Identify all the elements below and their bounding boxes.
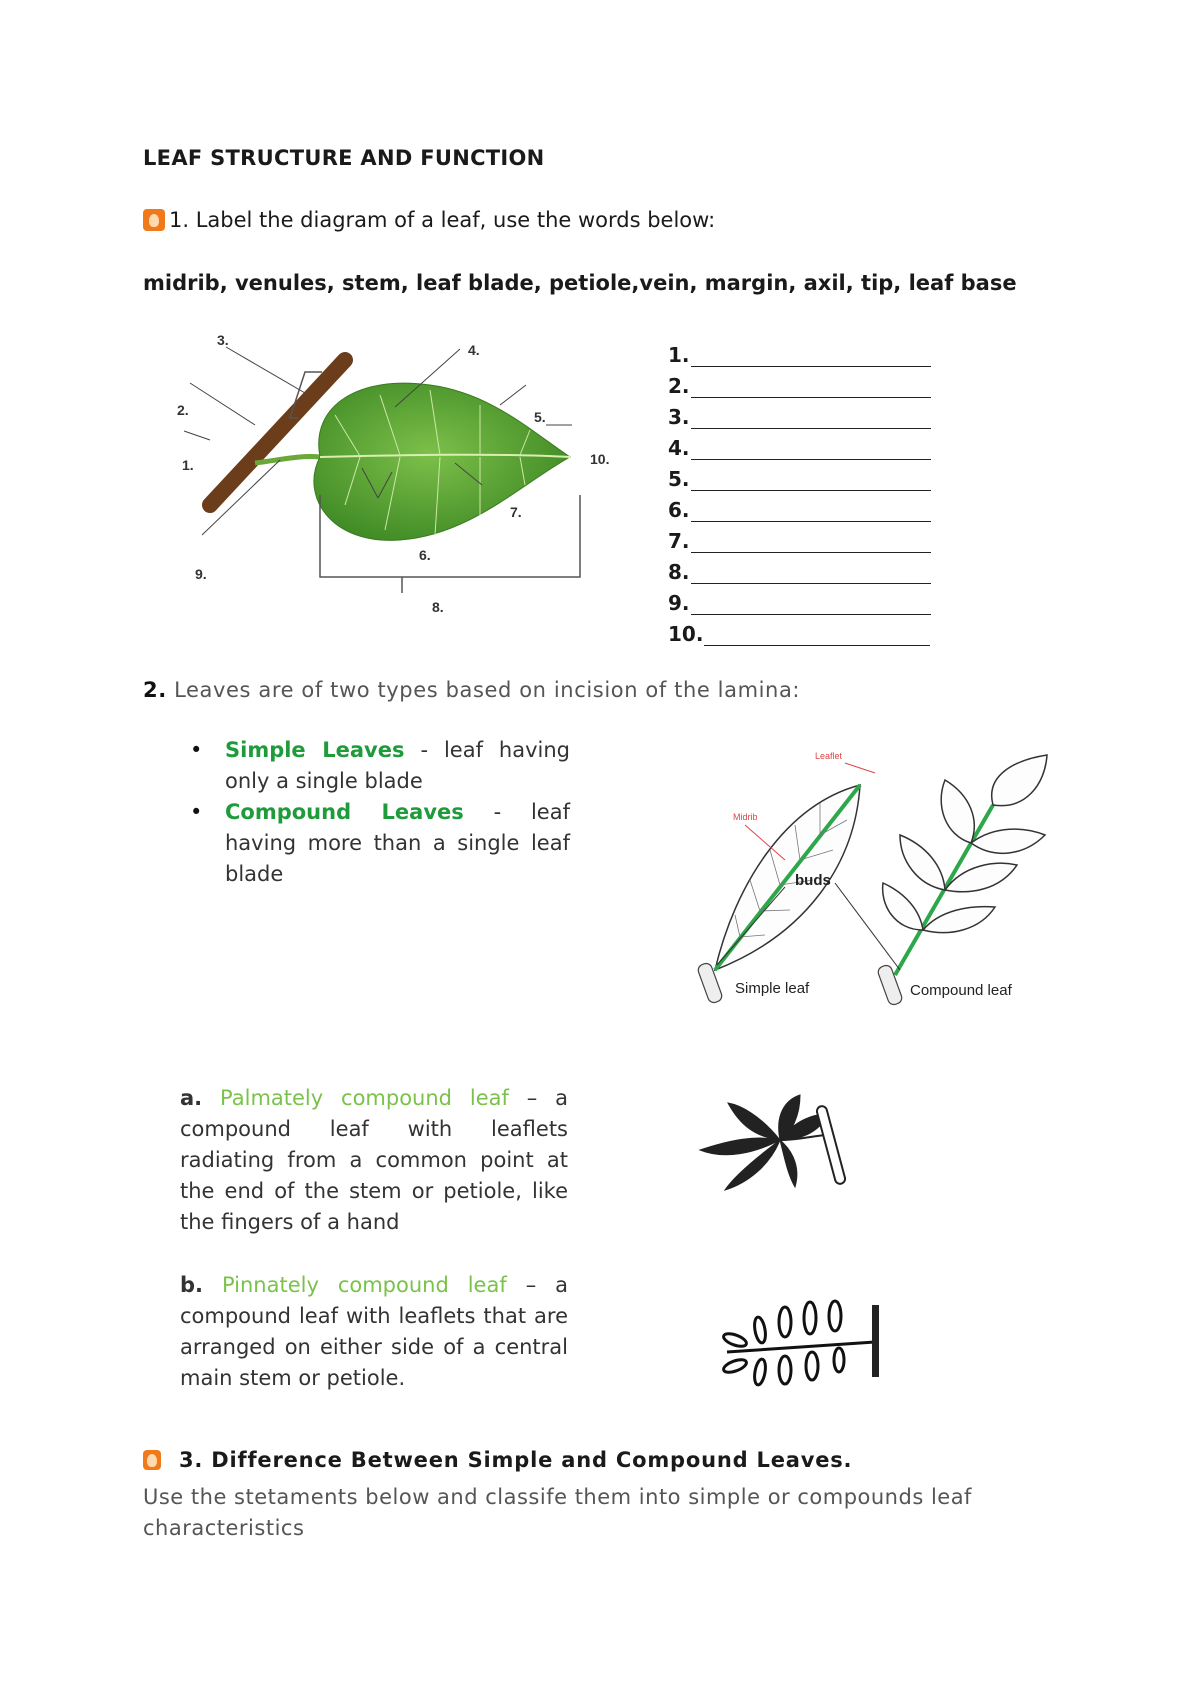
leaf-types-list bbox=[190, 735, 570, 890]
answer-row: 9. bbox=[668, 584, 931, 615]
answer-row: 4. bbox=[668, 429, 931, 460]
answer-row: 7. bbox=[668, 522, 931, 553]
diagram-label-2: 2. bbox=[177, 402, 189, 418]
pinnately-compound-desc: a compound leaf with leaflets that are arranged on either side of a central main stem or petiole. bbox=[180, 1273, 568, 1390]
palmately-compound-desc: a compound leaf with leaflets radiating from a common point at the end of the stem or petiole, like the fingers of a hand bbox=[180, 1086, 568, 1234]
question-3-heading: 3. Difference Between Simple and Compound Leaves. bbox=[179, 1448, 853, 1472]
simple-leaf-caption: Simple leaf bbox=[735, 980, 810, 997]
list-item bbox=[190, 797, 570, 890]
answer-blank[interactable] bbox=[691, 470, 931, 491]
word-bank: midrib, venules, stem, leaf blade, petiole,vein, margin, axil, tip, leaf base bbox=[143, 271, 1017, 295]
answer-row: 5. bbox=[668, 460, 931, 491]
leaf-blade-shape bbox=[314, 383, 570, 540]
answer-blank[interactable] bbox=[691, 377, 931, 398]
simple-leaves-term: Simple Leaves bbox=[225, 738, 405, 762]
question-icon bbox=[143, 1450, 161, 1470]
leaflet-label: Leaflet bbox=[815, 751, 843, 761]
answer-row: 10. bbox=[668, 615, 931, 646]
buds-label: buds bbox=[795, 872, 831, 889]
answer-row: 3. bbox=[668, 398, 931, 429]
palmate-leaf-figure bbox=[700, 1095, 860, 1195]
answer-row: 2. bbox=[668, 367, 931, 398]
page-title: LEAF STRUCTURE AND FUNCTION bbox=[143, 146, 545, 170]
palmately-compound-item: a. Palmately compound leaf – a compound leaf with leaflets radiating from a common point at the end of the stem or petiole, like the fingers of a hand bbox=[180, 1086, 568, 1234]
compound-leaflets bbox=[883, 755, 1047, 933]
answer-row: 8. bbox=[668, 553, 931, 584]
simple-leaves-desc: - leaf having only a single blade bbox=[225, 738, 570, 793]
midrib-label: Midrib bbox=[733, 812, 758, 822]
answer-blank[interactable] bbox=[691, 501, 931, 522]
pinnate-leaf-figure bbox=[715, 1290, 895, 1385]
answer-list bbox=[668, 336, 931, 646]
pinnately-compound-item: b. Pinnately compound leaf – a compound leaf with leaflets that are arranged on either side of a central main stem or petiole. bbox=[180, 1273, 568, 1390]
diagram-label-1: 1. bbox=[182, 457, 194, 473]
question-icon bbox=[143, 209, 165, 231]
diagram-label-7: 7. bbox=[510, 504, 522, 520]
simple-compound-figure bbox=[695, 751, 1055, 1020]
answer-row: 6. bbox=[668, 491, 931, 522]
answer-blank[interactable] bbox=[691, 346, 931, 367]
diagram-label-5: 5. bbox=[534, 409, 546, 425]
answer-blank[interactable] bbox=[691, 439, 931, 460]
question-1-text: 1. Label the diagram of a leaf, use the words below: bbox=[169, 208, 716, 232]
answer-blank[interactable] bbox=[691, 563, 931, 584]
diagram-label-10: 10. bbox=[590, 451, 610, 467]
question-3 bbox=[143, 1448, 852, 1472]
question-2-text: Leaves are of two types based on incision of the lamina: bbox=[174, 678, 801, 702]
answer-blank[interactable] bbox=[691, 532, 931, 553]
question-2-number: 2. bbox=[143, 678, 167, 702]
item-label-b: b. bbox=[180, 1273, 204, 1297]
diagram-label-4: 4. bbox=[468, 342, 480, 358]
question-2 bbox=[143, 678, 800, 702]
answer-blank[interactable] bbox=[691, 594, 931, 615]
diagram-label-8: 8. bbox=[432, 599, 444, 615]
pinnately-compound-term: Pinnately compound leaf bbox=[221, 1273, 507, 1297]
diagram-label-3: 3. bbox=[217, 332, 229, 348]
compound-leaves-term: Compound Leaves bbox=[225, 800, 464, 824]
diagram-label-9: 9. bbox=[195, 566, 207, 582]
question-1 bbox=[143, 208, 715, 232]
compound-leaf-caption: Compound leaf bbox=[910, 982, 1012, 999]
answer-row: 1. bbox=[668, 336, 931, 367]
list-item bbox=[190, 735, 570, 797]
compound-leaves-desc: - leaf having more than a single leaf blade bbox=[225, 800, 570, 886]
question-3-instructions: Use the stetaments below and classife them into simple or compounds leaf characteristics bbox=[143, 1485, 972, 1540]
answer-blank[interactable] bbox=[704, 625, 930, 646]
item-label-a: a. bbox=[180, 1086, 203, 1110]
answer-blank[interactable] bbox=[691, 408, 931, 429]
diagram-label-6: 6. bbox=[419, 547, 431, 563]
palmately-compound-term: Palmately compound leaf bbox=[220, 1086, 509, 1110]
leaf-diagram bbox=[170, 332, 630, 615]
